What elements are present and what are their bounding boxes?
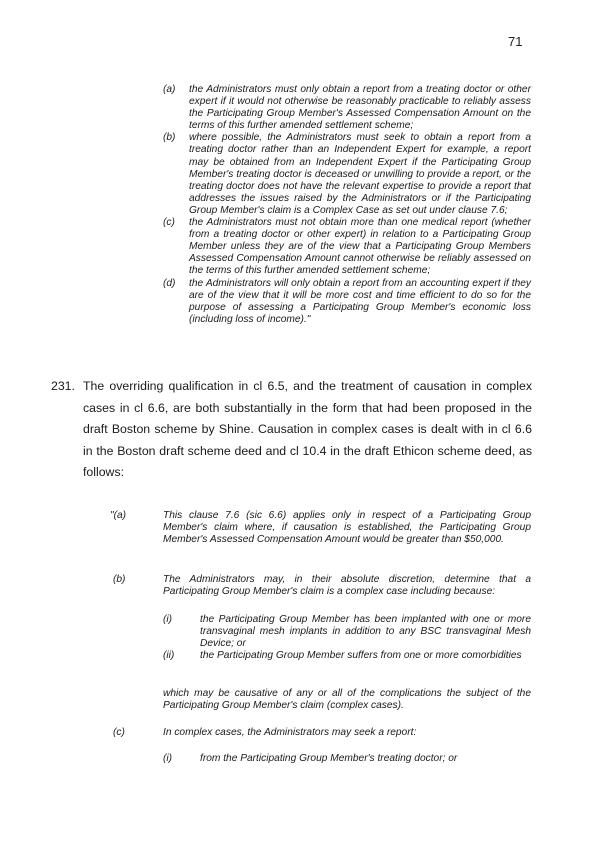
quote-subitem-text-b-ii: the Participating Group Member suffers from one or more comorbidities (200, 650, 522, 661)
page-number: 71 (508, 34, 523, 49)
quote-subitem-label-c-i: (i) (163, 753, 173, 764)
quote-subitem-label-b-ii: (ii) (163, 650, 175, 661)
quote-subitem-label-b-i: (i) (163, 614, 173, 625)
quote-tail-text: which may be causative of any or all of the complications the subject of the Participating Group Member's claim (complex cases). (163, 688, 531, 712)
quote-item-text-c: In complex cases, the Administrators may seek a report: (163, 727, 417, 738)
item-label: (b) (163, 132, 176, 144)
item-text: the Administrators must not obtain more than one medical report (whether from a treating doctor or other expert) in relation to a Participating Group Member unless they are of the view that a Participating Group Members Assessed Compensation Amount cannot otherwise be reliably assessed on the terms of this further amended settlement scheme; (189, 217, 531, 277)
item-text: the Administrators must only obtain a report from a treating doctor or other expert if it would not otherwise be reasonably practicable to reliably assess the Participating Group Member's Assessed Compensation Amount on the terms of this further amended settlement scheme; (189, 84, 531, 132)
item-label: (a) (163, 84, 176, 95)
quote-item-label-a: "(a) (110, 510, 127, 521)
quote-item-text-a: This clause 7.6 (sic 6.6) applies only in respect of a Participating Group Member's claim where, if causation is established, the Participating Group Member's Assessed Compensation Amount would be greater than $50,000. (163, 510, 531, 546)
quote-subitem-text-c-i: from the Participating Group Member's treating doctor; or (200, 753, 458, 764)
item-text: where possible, the Administrators must seek to obtain a report from a treating doctor rather than an Independent Expert for example, a report may be obtained from an Independent Expert if the Participating Group Member's treating doctor is deceased or unwilling to provide a report, or the treating doctor does not have the relevant expertise to provide a report that addresses the issues raised by the Administrators or if the Participating Group Member's claim is a Complex Case as set out under clause 7.6; (189, 132, 531, 216)
quote-subitem-text-b-i: the Participating Group Member has been implanted with one or more transvaginal mesh implants in addition to any BSC transvaginal Mesh Device; or (200, 614, 531, 650)
paragraph-text: The overriding qualification in cl 6.5, and the treatment of causation in complex cases in cl 6.6, are both substantially in the form that had been proposed in the draft Boston scheme by Shine. Causation in complex cases is dealt with in cl 6.6 in the Boston draft scheme deed and cl 10.4 in the draft Ethicon scheme deed, as follows: (83, 379, 532, 479)
quote-item-label-b: (b) (113, 574, 126, 585)
quote-item-label-c: (c) (113, 727, 125, 738)
item-text: the Administrators will only obtain a report from an accounting expert if they are of the view that it will be more cost and time efficient to do so for the purpose of assessing a Participating Group Member's economic loss (including loss of income)." (189, 277, 531, 325)
paragraph-number: 231. (51, 379, 75, 393)
item-label: (c) (163, 217, 175, 229)
item-label: (d) (163, 277, 176, 289)
quote-item-text-b: The Administrators may, in their absolute discretion, determine that a Participating Group Member's claim is a complex case including because: (163, 574, 531, 598)
